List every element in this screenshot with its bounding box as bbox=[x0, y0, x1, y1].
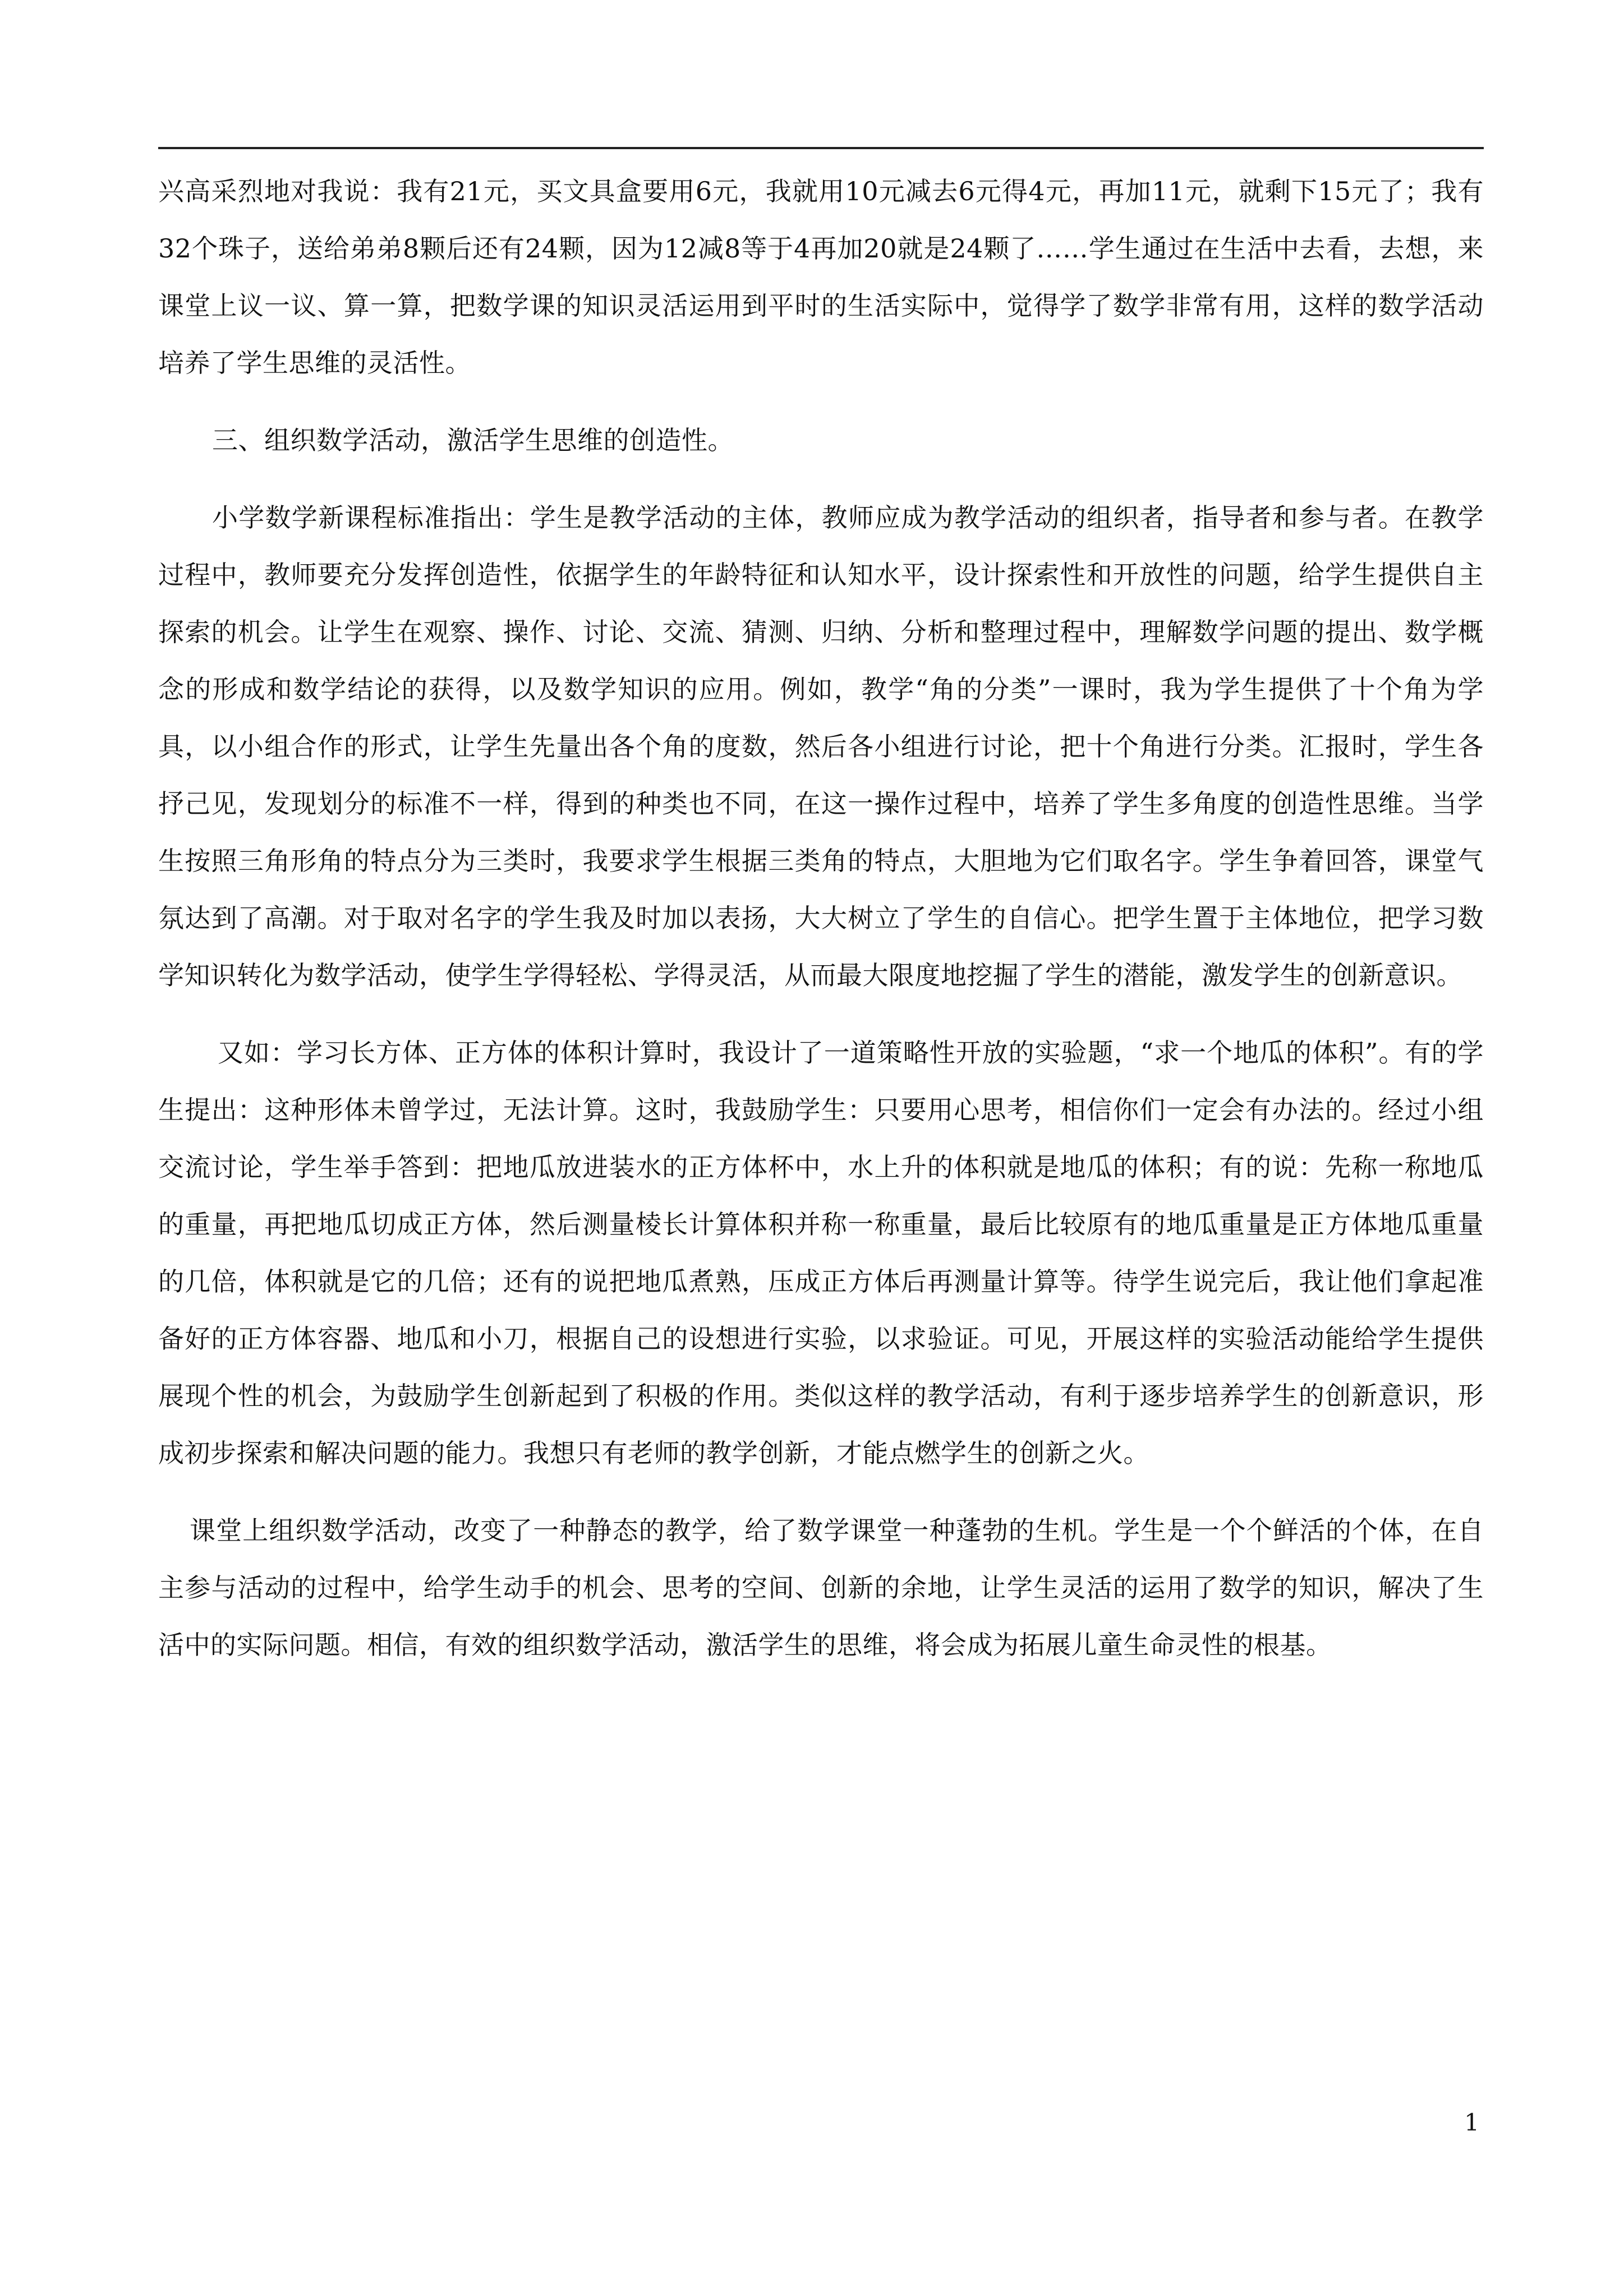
paragraph-sweet-potato-example: 又如：学习长方体、正方体的体积计算时，我设计了一道策略性开放的实验题，“求一个地瓜的体积”。有的学生提出：这种形体未曾学过，无法计算。这时，我鼓励学生：只要用心思考，相信你们一定会有办法的。经过小组交流讨论，学生举手答到：把地瓜放进装水的正方体杯中，水上升的体积就是地瓜的体积；有的说：先称一称地瓜的重量，再把地瓜切成正方体，然后测量棱长计算体积并称一称重量，最后比较原有的地瓜重量是正方体地瓜重量的几倍，体积就是它的几倍；还有的说把地瓜煮熟，压成正方体后再测量计算等。待学生说完后，我让他们拿起准备好的正方体容器、地瓜和小刀，根据自己的设想进行实验，以求验证。可见，开展这样的实验活动能给学生提供展现个性的机会，为鼓励学生创新起到了积极的作用。类似这样的教学活动，有利于逐步培养学生的创新意识，形成初步探索和解决问题的能力。我想只有老师的教学创新，才能点燃学生的创新之火。 bbox=[158, 1038, 1484, 1468]
document-body bbox=[158, 163, 1484, 1694]
paragraph-conclusion: 课堂上组织数学活动，改变了一种静态的教学，给了数学课堂一种蓬勃的生机。学生是一个个鲜活的个体，在自主参与活动的过程中，给学生动手的机会、思考的空间、创新的余地，让学生灵活的运用了数学的知识，解决了生活中的实际问题。相信，有效的组织数学活动，激活学生的思维，将会成为拓展儿童生命灵性的根基。 bbox=[158, 1515, 1484, 1660]
header-rule bbox=[158, 147, 1484, 149]
paragraph-continuation: 兴高采烈地对我说：我有21元，买文具盒要用6元，我就用10元减去6元得4元，再加11元，就剩下15元了；我有32个珠子，送给弟弟8颗后还有24颗，因为12减8等于4再加20就是24颗了……学生通过在生活中去看，去想，来课堂上议一议、算一算，把数学课的知识灵活运用到平时的生活实际中，觉得学了数学非常有用，这样的数学活动培养了学生思维的灵活性。 bbox=[158, 176, 1484, 378]
section-heading-three: 三、组织数学活动，激活学生思维的创造性。 bbox=[212, 425, 734, 455]
page-number: 1 bbox=[1464, 2109, 1479, 2136]
paragraph-curriculum-standard: 小学数学新课程标准指出：学生是教学活动的主体，教师应成为教学活动的组织者，指导者和参与者。在教学过程中，教师要充分发挥创造性，依据学生的年龄特征和认知水平，设计探索性和开放性的问题，给学生提供自主探索的机会。让学生在观察、操作、讨论、交流、猜测、归纳、分析和整理过程中，理解数学问题的提出、数学概念的形成和数学结论的获得，以及数学知识的应用。例如，教学“角的分类”一课时，我为学生提供了十个角为学具，以小组合作的形式，让学生先量出各个角的度数，然后各小组进行讨论，把十个角进行分类。汇报时，学生各抒己见，发现划分的标准不一样，得到的种类也不同，在这一操作过程中，培养了学生多角度的创造性思维。当学生按照三角形角的特点分为三类时，我要求学生根据三类角的特点，大胆地为它们取名字。学生争着回答，课堂气氛达到了高潮。对于取对名字的学生我及时加以表扬，大大树立了学生的自信心。把学生置于主体地位，把学习数学知识转化为数学活动，使学生学得轻松、学得灵活，从而最大限度地挖掘了学生的潜能，激发学生的创新意识。 bbox=[158, 502, 1484, 990]
